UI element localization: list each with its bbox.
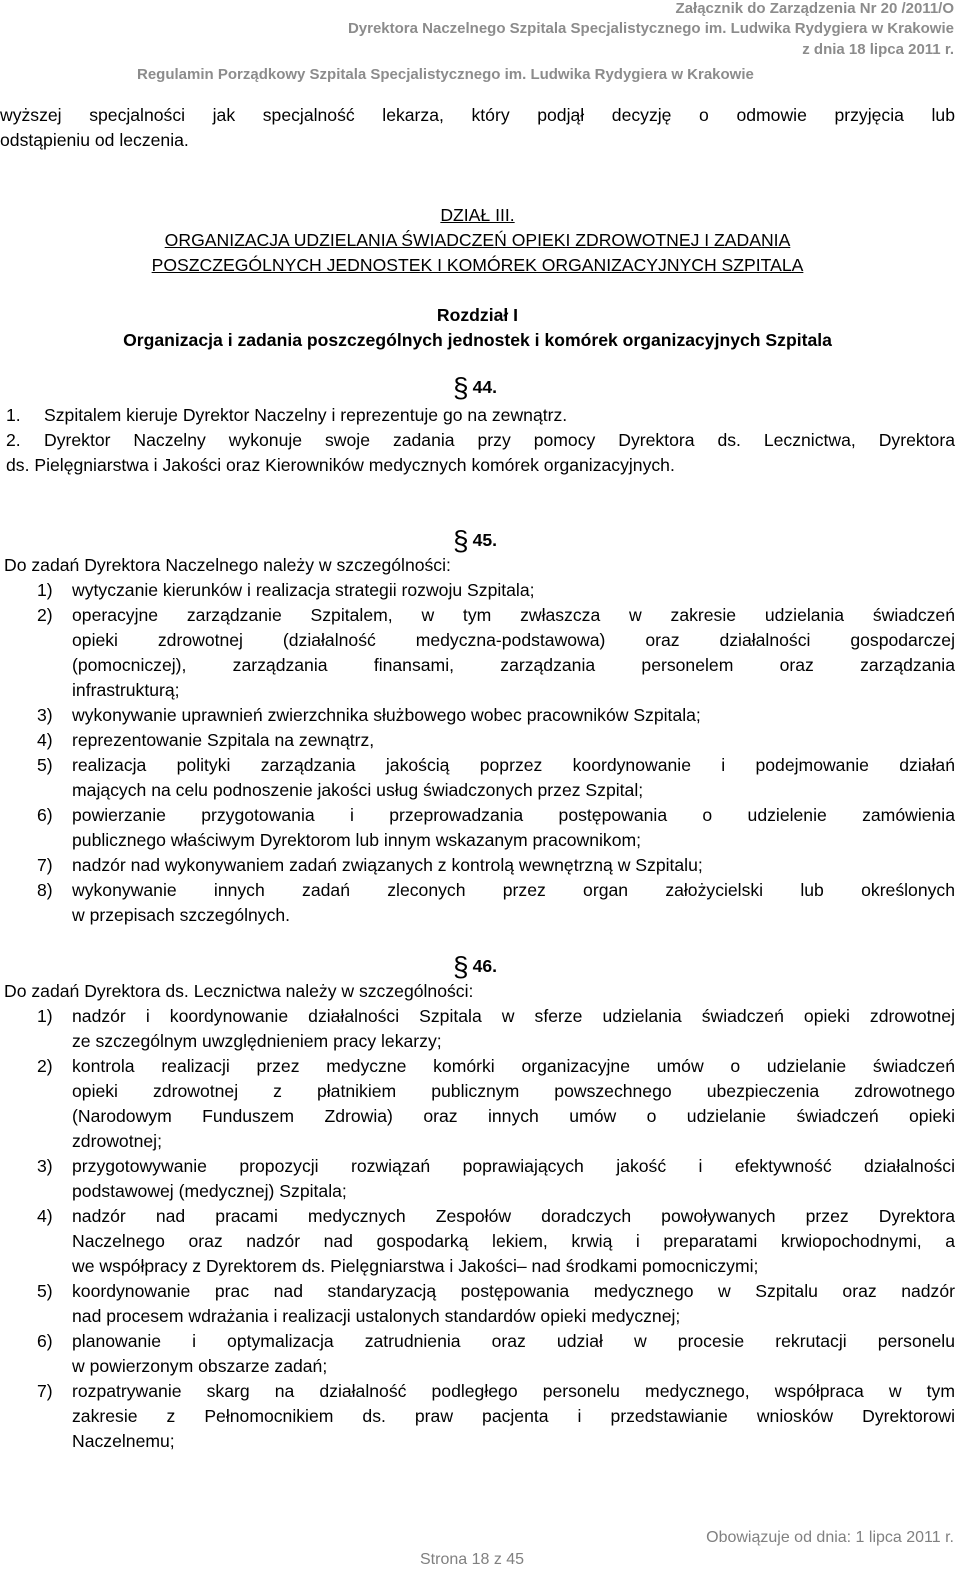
list-item-number: 3) — [37, 705, 53, 725]
s44-p2-number: 2. — [6, 430, 21, 450]
list-item-line: reprezentowanie Szpitala na zewnątrz, — [72, 730, 375, 750]
header-date-line: z dnia 18 lipca 2011 r. — [802, 41, 954, 58]
list-item-line: wykonywanie uprawnień zwierzchnika służbowego wobec pracowników Szpitala; — [72, 705, 701, 725]
list-item-line: w przepisach szczególnych. — [72, 905, 291, 925]
dzial-title: DZIAŁ III. — [440, 205, 515, 225]
list-item-line: koordynowanie prac nad standaryzacją postępowania medycznego w Szpitalu oraz nadzór — [72, 1281, 955, 1301]
list-item-line: zakresie z Pełnomocnikiem ds. praw pacjenta i przedstawianie wniosków Dyrektorowi — [72, 1406, 955, 1426]
s44-p1-number: 1. — [6, 405, 21, 425]
section-44-heading — [453, 372, 498, 403]
list-item-number: 1) — [37, 580, 53, 600]
list-item-line: operacyjne zarządzanie Szpitalem, w tym zwłaszcza w zakresie udzielania świadczeń — [72, 605, 955, 625]
list-item-line: przygotowywanie propozycji rozwiązań poprawiających jakość i efektywność działalności — [72, 1156, 955, 1176]
section-46-number: 46. — [472, 956, 498, 976]
list-item-line: podstawowej (medycznej) Szpitala; — [72, 1181, 347, 1201]
list-item-line: (Narodowym Funduszem Zdrowia) oraz innych umów o udzielanie świadczeń opieki — [72, 1106, 955, 1126]
list-item-line: we współpracy z Dyrektorem ds. Pielęgniarstwa i Jakości– nad środkami pomocniczymi; — [72, 1256, 759, 1276]
list-item-line: infrastrukturą; — [72, 680, 180, 700]
header-annex-line: Załącznik do Zarządzenia Nr 20 /2011/O — [675, 0, 954, 17]
list-item-line: zdrowotnej; — [72, 1131, 162, 1151]
list-item-line: planowanie i optymalizacja zatrudnienia oraz udział w procesie rekrutacji personelu — [72, 1331, 955, 1351]
list-item-number: 5) — [37, 755, 53, 775]
list-item-number: 5) — [37, 1281, 53, 1301]
list-item-line: w powierzonym obszarze zadań; — [72, 1356, 328, 1376]
list-item-line: publicznego właściwym Dyrektorom lub innym wskazanym pracownikom; — [72, 830, 642, 850]
s44-p2-line-1: Dyrektor Naczelny wykonuje swoje zadania przy pomocy Dyrektora ds. Lecznictwa, Dyrektora — [44, 430, 955, 450]
list-item-line: opieki zdrowotnej z płatnikiem publicznym powszechnego ubezpieczenia zdrowotnego — [72, 1081, 955, 1101]
list-item-line: (pomocniczej), zarządzania finansami, zarządzania personelem oraz zarządzania — [72, 655, 955, 675]
list-item-line: opieki zdrowotnej (działalność medyczna-podstawowa) oraz działalności gospodarczej — [72, 630, 955, 650]
list-item-number: 7) — [37, 855, 53, 875]
list-item-line: nadzór nad pracami medycznych Zespołów doradczych powoływanych przez Dyrektora — [72, 1206, 955, 1226]
s46-intro: Do zadań Dyrektora ds. Lecznictwa należy w szczególności: — [4, 981, 474, 1001]
footer-page-number: Strona 18 z 45 — [420, 1551, 525, 1568]
list-item-line: nadzór i koordynowanie działalności Szpitala w sferze udzielania świadczeń opieki zdrowotnej — [72, 1006, 955, 1026]
list-item-line: realizacja polityki zarządzania jakością poprzez koordynowanie i podejmowanie działań — [72, 755, 955, 775]
s44-p1-text: Szpitalem kieruje Dyrektor Naczelny i reprezentuje go na zewnątrz. — [44, 405, 568, 425]
header-regulation-line: Regulamin Porządkowy Szpitala Specjalistycznego im. Ludwika Rydygiera w Krakowie — [137, 66, 754, 83]
s45-intro: Do zadań Dyrektora Naczelnego należy w szczególności: — [4, 555, 451, 575]
list-item-number: 8) — [37, 880, 53, 900]
list-item-number: 2) — [37, 605, 53, 625]
list-item-line: powierzanie przygotowania i przeprowadzania postępowania o udzielenie zamówienia — [72, 805, 955, 825]
section-44-number: 44. — [472, 377, 498, 397]
list-item-number: 6) — [37, 1331, 53, 1351]
list-item-number: 4) — [37, 730, 53, 750]
list-item-number: 3) — [37, 1156, 53, 1176]
section-symbol-icon: § — [453, 525, 469, 556]
list-item-line: ze szczególnym uwzględnieniem pracy lekarzy; — [72, 1031, 442, 1051]
intro-line-2: odstąpieniu od leczenia. — [0, 130, 189, 150]
list-item-number: 4) — [37, 1206, 53, 1226]
list-item-line: wytyczanie kierunków i realizacja strategii rozwoju Szpitala; — [72, 580, 535, 600]
dzial-line-2: POSZCZEGÓLNYCH JEDNOSTEK I KOMÓREK ORGANIZACYJNYCH SZPITALA — [151, 255, 804, 275]
list-item-line: Naczelnego oraz nadzór nad gospodarką lekiem, krwią i preparatami krwiopochodnymi, a — [72, 1231, 955, 1251]
list-item-line: kontrola realizacji przez medyczne komórki organizacyjne umów o udzielanie świadczeń — [72, 1056, 955, 1076]
list-item-line: rozpatrywanie skarg na działalność podległego personelu medycznego, współpraca w tym — [72, 1381, 955, 1401]
rozdzial-title: Rozdział I — [436, 305, 519, 325]
list-item-line: Naczelnemu; — [72, 1431, 175, 1451]
section-45-heading — [453, 525, 498, 556]
footer-valid-from: Obowiązuje od dnia: 1 lipca 2011 r. — [706, 1529, 954, 1546]
list-item-line: mających na celu podnoszenie jakości usług świadczonych przez Szpital; — [72, 780, 644, 800]
dzial-line-1: ORGANIZACJA UDZIELANIA ŚWIADCZEŃ OPIEKI ZDROWOTNEJ I ZADANIA — [164, 230, 791, 250]
list-item-line: nadzór nad wykonywaniem zadań związanych z kontrolą wewnętrzną w Szpitalu; — [72, 855, 703, 875]
list-item-line: wykonywanie innych zadań zleconych przez organ założycielski lub określonych — [72, 880, 955, 900]
list-item-number: 7) — [37, 1381, 53, 1401]
list-item-number: 1) — [37, 1006, 53, 1026]
header-director-line: Dyrektora Naczelnego Szpitala Specjalistycznego im. Ludwika Rydygiera w Krakowie — [347, 20, 954, 37]
list-item-number: 2) — [37, 1056, 53, 1076]
section-symbol-icon: § — [453, 372, 469, 403]
section-symbol-icon: § — [453, 951, 469, 982]
section-45-number: 45. — [472, 530, 498, 550]
rozdzial-subtitle: Organizacja i zadania poszczególnych jednostek i komórek organizacyjnych Szpitala — [123, 330, 832, 350]
s44-p2-line-2: ds. Pielęgniarstwa i Jakości oraz Kierowników medycznych komórek organizacyjnych. — [6, 455, 675, 475]
section-46-heading — [453, 951, 498, 982]
intro-line-1: wyższej specjalności jak specjalność lekarza, który podjął decyzję o odmowie przyjęcia lub — [0, 105, 955, 125]
list-item-number: 6) — [37, 805, 53, 825]
list-item-line: nad procesem wdrażania i realizacji ustalonych standardów opieki medycznej; — [72, 1306, 681, 1326]
